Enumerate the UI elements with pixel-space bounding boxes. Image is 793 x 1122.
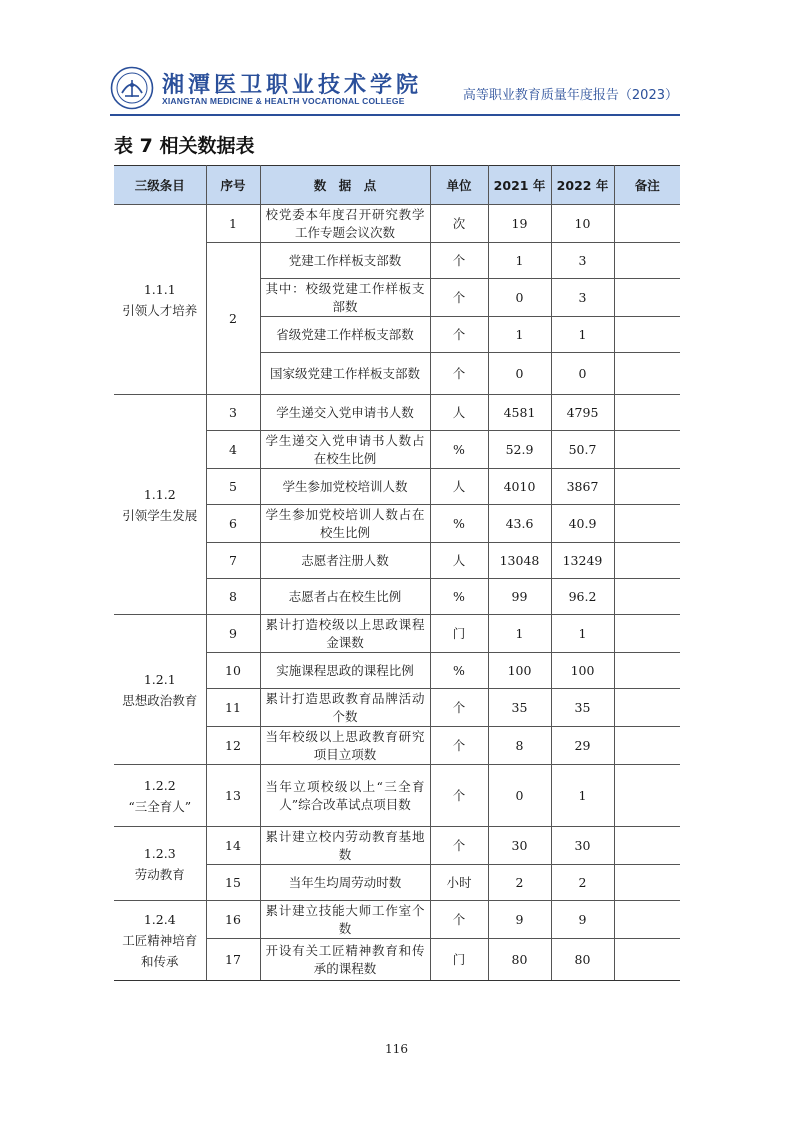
desc-cell: 当年立项校级以上“三全育人”综合改革试点项目数 — [260, 765, 430, 827]
value-2021-cell: 0 — [488, 353, 551, 395]
value-2021-cell: 1 — [488, 243, 551, 279]
note-cell — [614, 469, 680, 505]
unit-cell: 个 — [430, 243, 488, 279]
note-cell — [614, 765, 680, 827]
note-cell — [614, 317, 680, 353]
unit-cell: 人 — [430, 543, 488, 579]
unit-cell: 人 — [430, 469, 488, 505]
seq-cell: 1 — [206, 205, 260, 243]
desc-cell: 开设有关工匠精神教育和传承的课程数 — [260, 939, 430, 981]
note-cell — [614, 543, 680, 579]
column-header: 备注 — [614, 166, 680, 205]
seq-cell: 13 — [206, 765, 260, 827]
unit-cell: 个 — [430, 765, 488, 827]
note-cell — [614, 243, 680, 279]
seq-cell: 15 — [206, 865, 260, 901]
value-2022-cell: 1 — [551, 317, 614, 353]
college-logo-icon — [110, 66, 154, 110]
value-2021-cell: 52.9 — [488, 431, 551, 469]
value-2022-cell: 29 — [551, 727, 614, 765]
value-2022-cell: 4795 — [551, 395, 614, 431]
unit-cell: 门 — [430, 615, 488, 653]
unit-cell: 个 — [430, 353, 488, 395]
value-2021-cell: 0 — [488, 765, 551, 827]
unit-cell: 次 — [430, 205, 488, 243]
note-cell — [614, 689, 680, 727]
item-label: 1.1.1 引领人才培养 — [122, 281, 198, 318]
table-title: 表 7 相关数据表 — [114, 135, 255, 157]
value-2022-cell: 9 — [551, 901, 614, 939]
value-2022-cell: 10 — [551, 205, 614, 243]
table-row — [114, 205, 680, 243]
header-divider — [110, 114, 680, 116]
school-name-cn: 湘潭医卫职业技术学院 — [162, 72, 423, 98]
value-2022-cell: 2 — [551, 865, 614, 901]
seq-cell: 8 — [206, 579, 260, 615]
value-2022-cell: 1 — [551, 765, 614, 827]
desc-cell: 当年校级以上思政教育研究项目立项数 — [260, 727, 430, 765]
column-header: 2021 年 — [488, 166, 551, 205]
seq-cell: 11 — [206, 689, 260, 727]
desc-cell: 其中：校级党建工作样板支部数 — [260, 279, 430, 317]
page-number: 116 — [385, 1042, 408, 1056]
item-cell — [114, 615, 206, 765]
value-2021-cell: 2 — [488, 865, 551, 901]
value-2021-cell: 0 — [488, 279, 551, 317]
data-table — [114, 165, 680, 981]
note-cell — [614, 395, 680, 431]
note-cell — [614, 727, 680, 765]
value-2022-cell: 30 — [551, 827, 614, 865]
seq-cell: 5 — [206, 469, 260, 505]
item-label: 1.2.4 工匠精神培育和传承 — [122, 912, 198, 969]
value-2022-cell: 100 — [551, 653, 614, 689]
seq-cell: 12 — [206, 727, 260, 765]
item-label: 1.2.2 “三全育人” — [128, 777, 192, 814]
note-cell — [614, 579, 680, 615]
seq-cell: 10 — [206, 653, 260, 689]
value-2021-cell: 1 — [488, 317, 551, 353]
unit-cell: 个 — [430, 827, 488, 865]
note-cell — [614, 827, 680, 865]
desc-cell: 学生递交入党申请书人数 — [260, 395, 430, 431]
note-cell — [614, 279, 680, 317]
desc-cell: 国家级党建工作样板支部数 — [260, 353, 430, 395]
note-cell — [614, 939, 680, 981]
column-header: 三级条目 — [114, 166, 206, 205]
school-name-en: XIANGTAN MEDICINE & HEALTH VOCATIONAL COLLEGE — [162, 96, 405, 106]
note-cell — [614, 353, 680, 395]
seq-cell: 4 — [206, 431, 260, 469]
value-2022-cell: 3 — [551, 243, 614, 279]
unit-cell: % — [430, 653, 488, 689]
note-cell — [614, 505, 680, 543]
value-2021-cell: 1 — [488, 615, 551, 653]
note-cell — [614, 901, 680, 939]
item-cell — [114, 205, 206, 395]
desc-cell: 学生递交入党申请书人数占在校生比例 — [260, 431, 430, 469]
unit-cell: 个 — [430, 727, 488, 765]
unit-cell: 个 — [430, 279, 488, 317]
unit-cell: 个 — [430, 901, 488, 939]
desc-cell: 学生参加党校培训人数占在校生比例 — [260, 505, 430, 543]
value-2021-cell: 8 — [488, 727, 551, 765]
value-2021-cell: 19 — [488, 205, 551, 243]
value-2021-cell: 9 — [488, 901, 551, 939]
value-2022-cell: 1 — [551, 615, 614, 653]
unit-cell: 个 — [430, 317, 488, 353]
table-row — [114, 827, 680, 865]
table-row — [114, 395, 680, 431]
seq-cell: 14 — [206, 827, 260, 865]
value-2022-cell: 3867 — [551, 469, 614, 505]
value-2021-cell: 80 — [488, 939, 551, 981]
value-2022-cell: 0 — [551, 353, 614, 395]
value-2022-cell: 3 — [551, 279, 614, 317]
item-label: 1.1.2 引领学生发展 — [122, 486, 198, 523]
note-cell — [614, 615, 680, 653]
report-title: 高等职业教育质量年度报告（2023） — [462, 88, 678, 103]
table-row — [114, 901, 680, 939]
column-header: 序号 — [206, 166, 260, 205]
item-label: 1.2.3 劳动教育 — [134, 845, 185, 882]
item-cell — [114, 827, 206, 901]
unit-cell: % — [430, 431, 488, 469]
value-2022-cell: 50.7 — [551, 431, 614, 469]
value-2022-cell: 80 — [551, 939, 614, 981]
desc-cell: 累计建立技能大师工作室个数 — [260, 901, 430, 939]
desc-cell: 校党委本年度召开研究教学工作专题会议次数 — [260, 205, 430, 243]
unit-cell: 小时 — [430, 865, 488, 901]
value-2021-cell: 35 — [488, 689, 551, 727]
desc-cell: 志愿者注册人数 — [260, 543, 430, 579]
value-2022-cell: 35 — [551, 689, 614, 727]
value-2021-cell: 30 — [488, 827, 551, 865]
note-cell — [614, 865, 680, 901]
desc-cell: 累计打造校级以上思政课程金课数 — [260, 615, 430, 653]
item-label: 1.2.1 思想政治教育 — [122, 671, 198, 708]
seq-cell: 16 — [206, 901, 260, 939]
unit-cell: 人 — [430, 395, 488, 431]
value-2021-cell: 13048 — [488, 543, 551, 579]
column-header: 2022 年 — [551, 166, 614, 205]
value-2021-cell: 4581 — [488, 395, 551, 431]
desc-cell: 当年生均周劳动时数 — [260, 865, 430, 901]
unit-cell: % — [430, 505, 488, 543]
seq-cell: 9 — [206, 615, 260, 653]
column-header: 单位 — [430, 166, 488, 205]
desc-cell: 省级党建工作样板支部数 — [260, 317, 430, 353]
table-row — [114, 765, 680, 827]
value-2022-cell: 13249 — [551, 543, 614, 579]
unit-cell: % — [430, 579, 488, 615]
unit-cell: 个 — [430, 689, 488, 727]
item-cell — [114, 395, 206, 615]
value-2021-cell: 43.6 — [488, 505, 551, 543]
desc-cell: 党建工作样板支部数 — [260, 243, 430, 279]
table-header-row — [114, 166, 680, 205]
desc-cell: 累计建立校内劳动教育基地数 — [260, 827, 430, 865]
seq-cell: 7 — [206, 543, 260, 579]
item-cell — [114, 901, 206, 981]
seq-cell: 3 — [206, 395, 260, 431]
page-header — [110, 66, 680, 116]
desc-cell: 累计打造思政教育品牌活动个数 — [260, 689, 430, 727]
desc-cell: 志愿者占在校生比例 — [260, 579, 430, 615]
value-2021-cell: 100 — [488, 653, 551, 689]
unit-cell: 门 — [430, 939, 488, 981]
value-2022-cell: 96.2 — [551, 579, 614, 615]
note-cell — [614, 205, 680, 243]
value-2022-cell: 40.9 — [551, 505, 614, 543]
item-cell — [114, 765, 206, 827]
seq-cell: 2 — [206, 243, 260, 395]
desc-cell: 实施课程思政的课程比例 — [260, 653, 430, 689]
seq-cell: 6 — [206, 505, 260, 543]
desc-cell: 学生参加党校培训人数 — [260, 469, 430, 505]
note-cell — [614, 653, 680, 689]
note-cell — [614, 431, 680, 469]
seq-cell: 17 — [206, 939, 260, 981]
table-row — [114, 615, 680, 653]
value-2021-cell: 99 — [488, 579, 551, 615]
column-header: 数 据 点 — [260, 166, 430, 205]
value-2021-cell: 4010 — [488, 469, 551, 505]
